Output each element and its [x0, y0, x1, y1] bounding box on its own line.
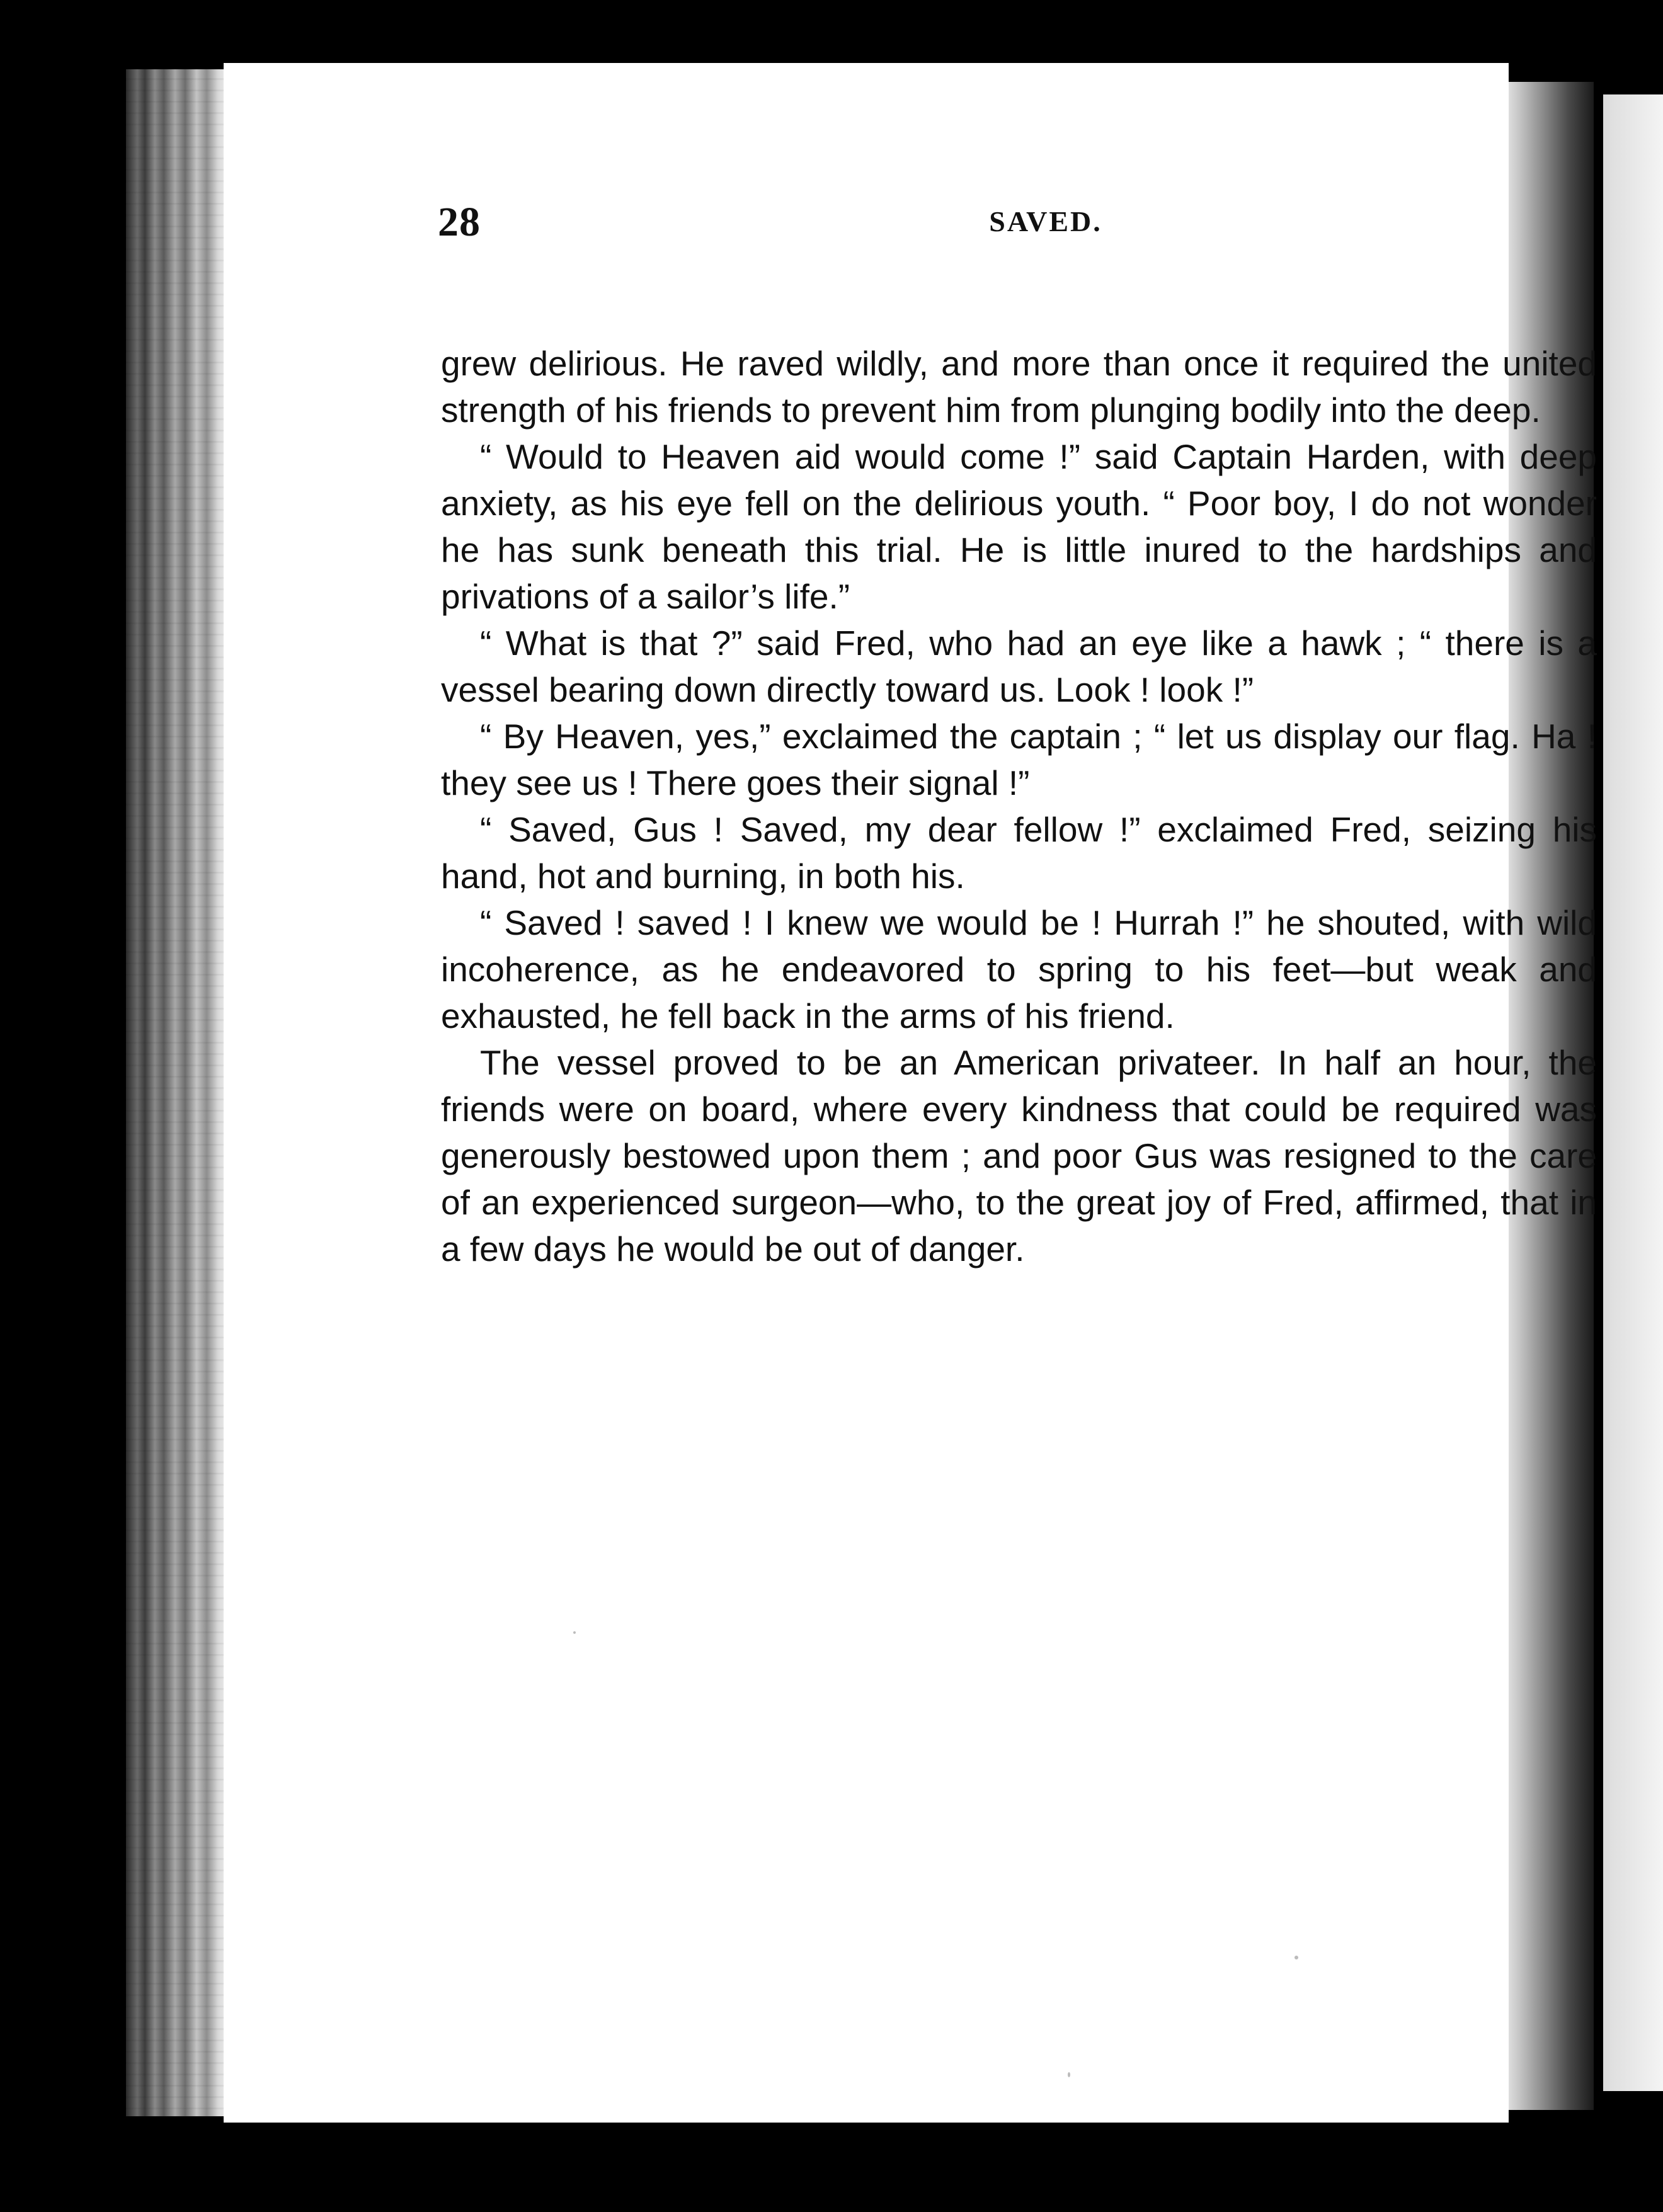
- body-text: [441, 340, 1597, 1272]
- paragraph-4: “ By Heaven, yes,” exclaimed the captain ; “ let us display our flag. Ha ! they see us ! There goes their signal !”: [441, 717, 1597, 802]
- facing-page-edge: [1603, 94, 1663, 2091]
- book-page: [224, 63, 1597, 2123]
- paragraph-6: “ Saved ! saved ! I knew we would be ! Hurrah !” he shouted, with wild incoherence, as he endeavored to spring to his feet—but weak and exhausted, he fell back in the arms of his friend.: [441, 903, 1597, 1035]
- paragraph-7: The vessel proved to be an American privateer. In half an hour, the friends were on board, where every kindness that could be required was generously bestowed upon them ; and poor Gus was resigned to the care of an experienced surgeon—who, to the great joy of Fred, affirmed, that in a few days he would be out of danger.: [441, 1043, 1597, 1268]
- paragraph-3: “ What is that ?” said Fred, who had an eye like a hawk ; “ there is a vessel bearing down directly toward us. Look ! look !”: [441, 624, 1597, 709]
- page-header: [438, 198, 1597, 274]
- paragraph-1: grew delirious. He raved wildly, and more than once it required the united strength of his friends to prevent him from plunging bodily into the deep.: [441, 344, 1597, 430]
- paragraph-5: “ Saved, Gus ! Saved, my dear fellow !” exclaimed Fred, seizing his hand, hot and burning, in both his.: [441, 810, 1597, 896]
- left-page-edges-texture: [126, 69, 227, 2116]
- running-head: SAVED.: [989, 205, 1102, 237]
- page-number: 28: [438, 199, 481, 245]
- paragraph-2: “ Would to Heaven aid would come !” said Captain Harden, with deep anxiety, as his eye fell on the delirious youth. “ Poor boy, I do not wonder he has sunk beneath this trial. He is little inured to the hardships and privations of a sailor’s life.”: [441, 437, 1597, 616]
